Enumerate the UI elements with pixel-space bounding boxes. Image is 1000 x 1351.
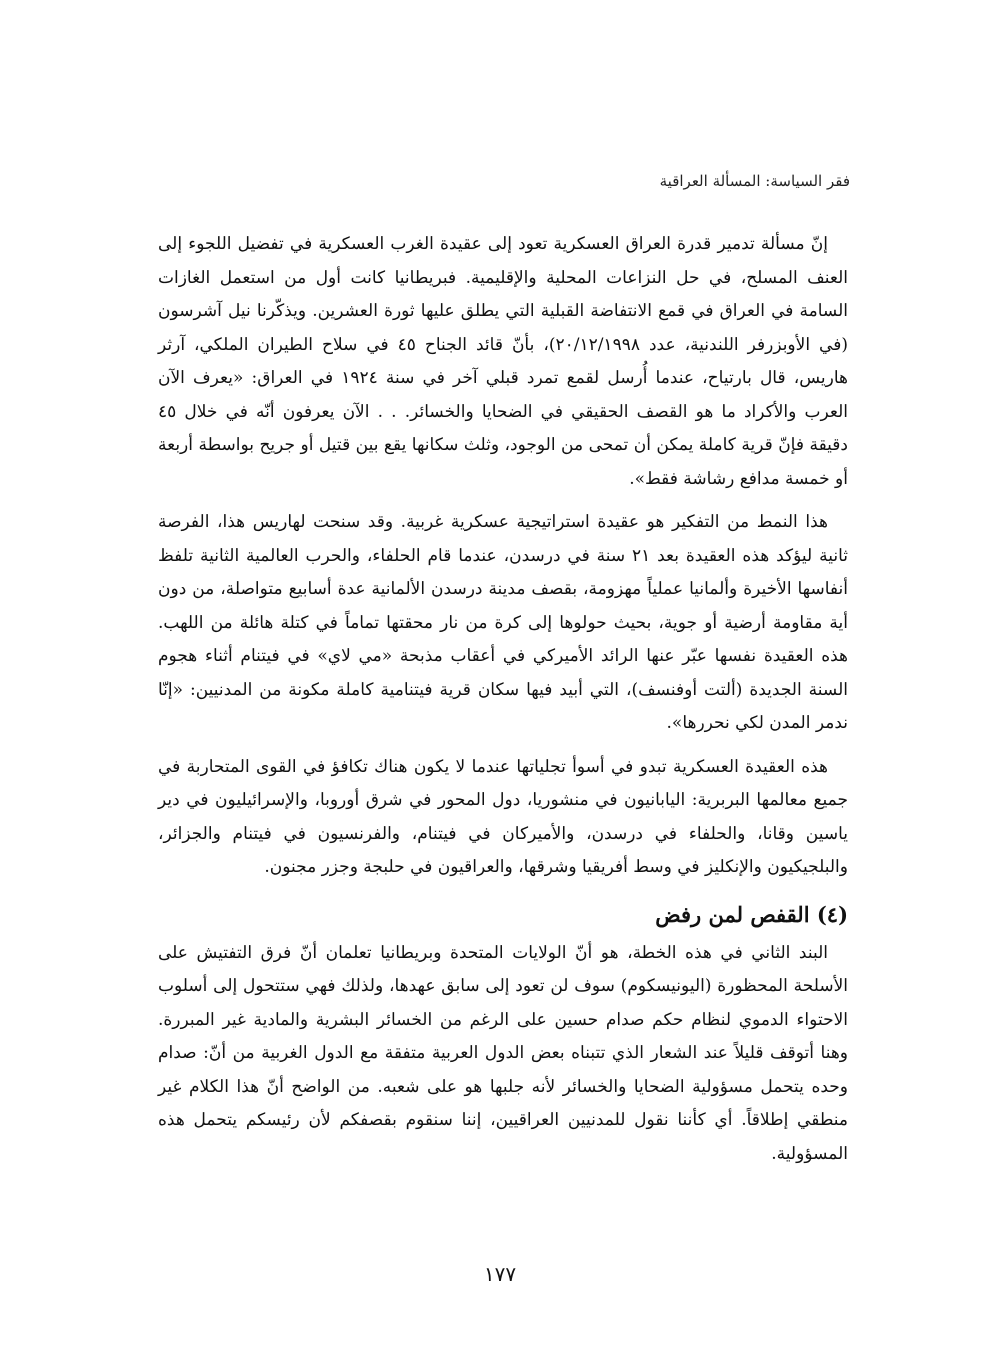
running-header: فقر السياسة: المسألة العراقية — [659, 172, 850, 190]
page-number: ١٧٧ — [483, 1262, 517, 1286]
body-text — [158, 228, 848, 1181]
paragraph-3: هذه العقيدة العسكرية تبدو في أسوأ تجلياتها عندما لا يكون هناك تكافؤ في القوى المتحاربة في جميع معالمها البربرية: اليابانيون في منشوريا، دول المحور في شرق أوروبا، والإسرائيليون في دير ياسين وقانا، والحلفاء في درسدن، والأميركان في فيتنام، والفرنسيون في فيتنام والجزائر، والبلجيكيون والإنكليز في وسط أفريقيا وشرقها، والعراقيون في حلبجة وجزر مجنون. — [158, 756, 848, 877]
section-heading: (٤) القفص لمن رفض — [655, 901, 848, 927]
section-paragraph: البند الثاني في هذه الخطة، هو أنّ الولايات المتحدة وبريطانيا تعلمان أنّ فرق التفتيش على الأسلحة المحظورة (اليونيسكوم) سوف لن تعود إلى سابق عهدها، ولذلك فهي ستتحول إلى أسلوب الاحتواء الدموي لنظام حكم صدام حسين على الرغم من الخسائر البشرية والمادية غير المبررة. وهنا أتوقف قليلاً عند الشعار الذي تتبناه بعض الدول العربية متفقة مع الدول الغربية من أنّ: صدام وحده يتحمل مسؤولية الضحايا والخسائر لأنه جلبها هو على شعبه. من الواضح أنّ هذا الكلام غير منطقي إطلاقاً. أي كأننا نقول للمدنيين العراقيين، إننا سنقوم بقصفكم لأن رئيسكم يتحمل هذه المسؤولية. — [158, 942, 848, 1164]
paragraph-2: هذا النمط من التفكير هو عقيدة استراتيجية عسكرية غربية. وقد سنحت لهاريس هذا، الفرصة ثانية ليؤكد هذه العقيدة بعد ٢١ سنة في درسدن، عندما قام الحلفاء، والحرب العالمية الثانية تلفظ أنفاسها الأخيرة وألمانيا عملياً مهزومة، بقصف مدينة درسدن الألمانية عدة أسابيع متواصلة، من دون أية مقاومة أرضية أو جوية، بحيث حولوها إلى كرة من نار محقتها تماماً في كتلة هائلة من اللهب. هذه العقيدة نفسها عبّر عنها الرائد الأميركي في أعقاب مذبحة «مي لاي» في فيتنام أثناء هجوم السنة الجديدة (ألتت أوفنسف)، التي أبيد فيها سكان قرية فيتنامية كاملة مكونة من المدنيين: «إنّا ندمر المدن لكي نحررها». — [158, 512, 848, 733]
paragraph-1: إنّ مسألة تدمير قدرة العراق العسكرية تعود إلى عقيدة الغرب العسكرية في تفضيل اللجوء إلى العنف المسلح، في حل النزاعات المحلية والإقليمية. فبريطانيا كانت أول من استعمل الغازات السامة في العراق في قمع الانتفاضة القبلية التي يطلق عليها ثورة العشرين. ويذكّرنا نيل آشرسون (في الأوبزرفر اللندنية، عدد ٢٠/١٢/١٩٩٨)، بأنّ قائد الجناح ٤٥ في سلاح الطيران الملكي، آرثر هاريس، قال بارتياح، عندما أُرسل لقمع تمرد قبلي آخر في سنة ١٩٢٤ في العراق: «يعرف الآن العرب والأكراد ما هو القصف الحقيقي في الضحايا والخسائر. . . الآن يعرفون أنّه في خلال ٤٥ دقيقة فإنّ قرية كاملة يمكن أن تمحى من الوجود، وثلث سكانها يقع بين قتيل أو جريح بواسطة أربعة أو خمسة مدافع رشاشة فقط». — [158, 234, 848, 489]
